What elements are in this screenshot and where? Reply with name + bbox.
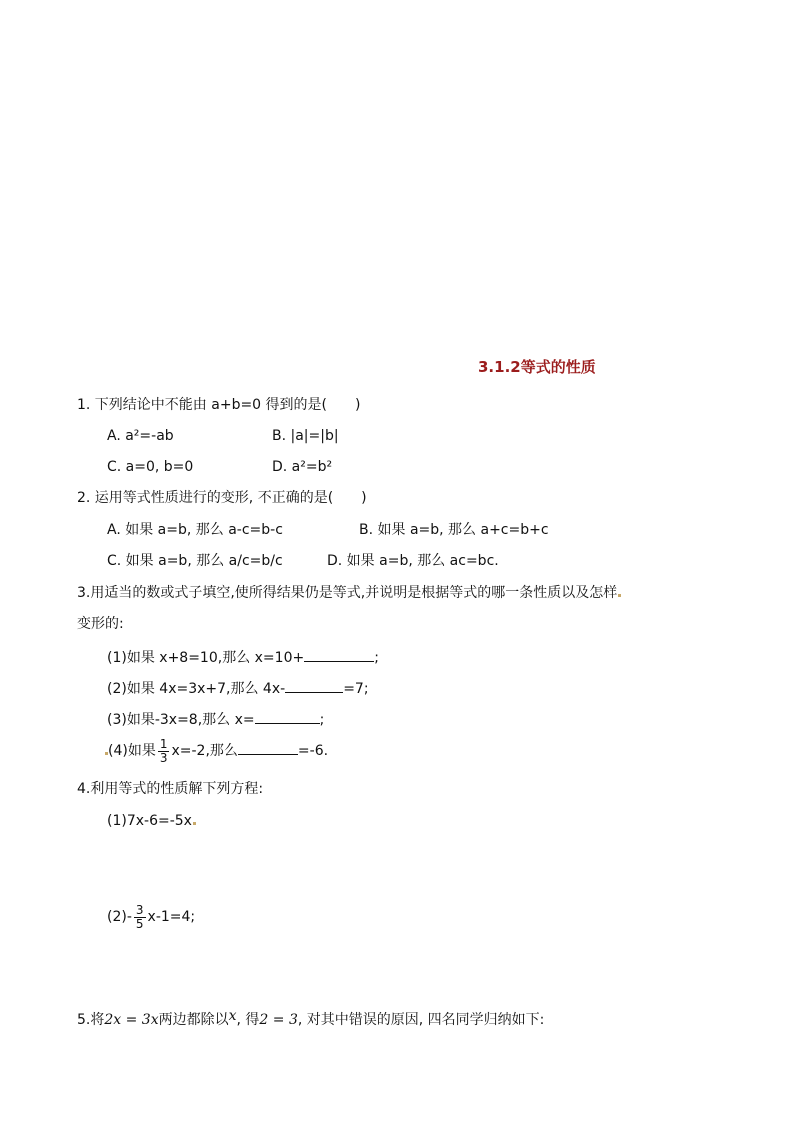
- fill-blank[interactable]: [238, 741, 298, 755]
- question-2-option-b: B. 如果 a=b, 那么 a+c=b+c: [359, 522, 549, 538]
- question-5-equation-1: 2x = 3x: [104, 1012, 159, 1028]
- question-4-stem: 4.利用等式的性质解下列方程:: [77, 781, 264, 797]
- fill-blank[interactable]: [255, 710, 320, 724]
- question-1-option-c: C. a=0, b=0: [107, 459, 194, 475]
- fill-blank[interactable]: [285, 679, 343, 693]
- question-1-option-a: A. a²=-ab: [107, 428, 174, 444]
- question-5-text-2: 两边都除以: [158, 1012, 229, 1028]
- question-1-option-d: D. a²=b²: [272, 459, 333, 475]
- question-3-part-3-text: (3)如果-3x=8,那么 x=: [107, 712, 255, 728]
- question-3-part-4-end: =-6.: [297, 743, 329, 759]
- question-2-stem: 2. 运用等式性质进行的变形, 不正确的是( ): [77, 490, 367, 506]
- fraction-numerator: 3: [135, 902, 144, 917]
- question-1-options-row-2: [107, 458, 332, 476]
- question-3-part-1-text: (1)如果 x+8=10,那么 x=10+: [107, 650, 305, 666]
- question-5-equation-2: 2 = 3: [259, 1012, 298, 1028]
- marker-dot: [193, 822, 196, 825]
- fraction-denominator: 3: [159, 750, 168, 765]
- question-3-part-2: [107, 679, 369, 698]
- question-4-part-1: [107, 812, 196, 830]
- question-3-part-1-end: ;: [374, 650, 379, 666]
- question-5-text-3: , 得: [236, 1012, 260, 1028]
- question-3-part-4-mid: x=-2,那么: [171, 743, 238, 759]
- question-1-stem: 1. 下列结论中不能由 a+b=0 得到的是( ): [77, 397, 361, 413]
- question-3-stem-line-2: 变形的:: [77, 616, 124, 632]
- question-1-option-b: B. |a|=|b|: [272, 428, 339, 444]
- page-title: 3.1.2等式的性质: [478, 358, 596, 376]
- question-5-text-4: , 对其中错误的原因, 四名同学归纳如下:: [297, 1012, 545, 1028]
- marker-dot: [618, 594, 621, 597]
- question-4-part-2-text: (2)-: [107, 909, 132, 925]
- question-5-stem: [77, 1008, 545, 1029]
- question-4-part-2: [107, 902, 195, 932]
- question-3-part-1: [107, 648, 379, 667]
- question-2-options-row-1: [107, 521, 549, 539]
- fraction: [158, 738, 170, 765]
- question-2-options-row-2: [107, 552, 499, 570]
- question-2-option-c: C. 如果 a=b, 那么 a/c=b/c: [107, 553, 283, 569]
- question-3-part-3-end: ;: [319, 712, 325, 728]
- question-5-text-1: 5.将: [77, 1012, 105, 1028]
- question-3-part-2-text: (2)如果 4x=3x+7,那么 4x-: [107, 681, 286, 697]
- question-3-part-3: [107, 710, 324, 729]
- question-3-stem-line-1: [77, 584, 621, 602]
- question-3-stem-text: 3.用适当的数或式子填空,使所得结果仍是等式,并说明是根据等式的哪一条性质以及怎样: [77, 585, 618, 601]
- question-2-option-d: D. 如果 a=b, 那么 ac=bc.: [327, 553, 499, 569]
- question-5-variable: x: [228, 1008, 237, 1024]
- fraction: [134, 904, 146, 931]
- question-3-part-2-end: =7;: [343, 681, 369, 697]
- question-4-part-2-end: x-1=4;: [147, 909, 196, 925]
- question-4-part-1-text: (1)7x-6=-5x: [107, 813, 192, 829]
- question-2-option-a: A. 如果 a=b, 那么 a-c=b-c: [107, 522, 283, 538]
- fraction-numerator: 1: [159, 736, 168, 751]
- fraction-denominator: 5: [135, 916, 144, 931]
- question-3-part-4: [104, 737, 328, 765]
- question-3-part-4-text: (4)如果: [108, 743, 156, 759]
- question-1-options-row-1: [107, 427, 339, 445]
- fill-blank[interactable]: [304, 648, 374, 662]
